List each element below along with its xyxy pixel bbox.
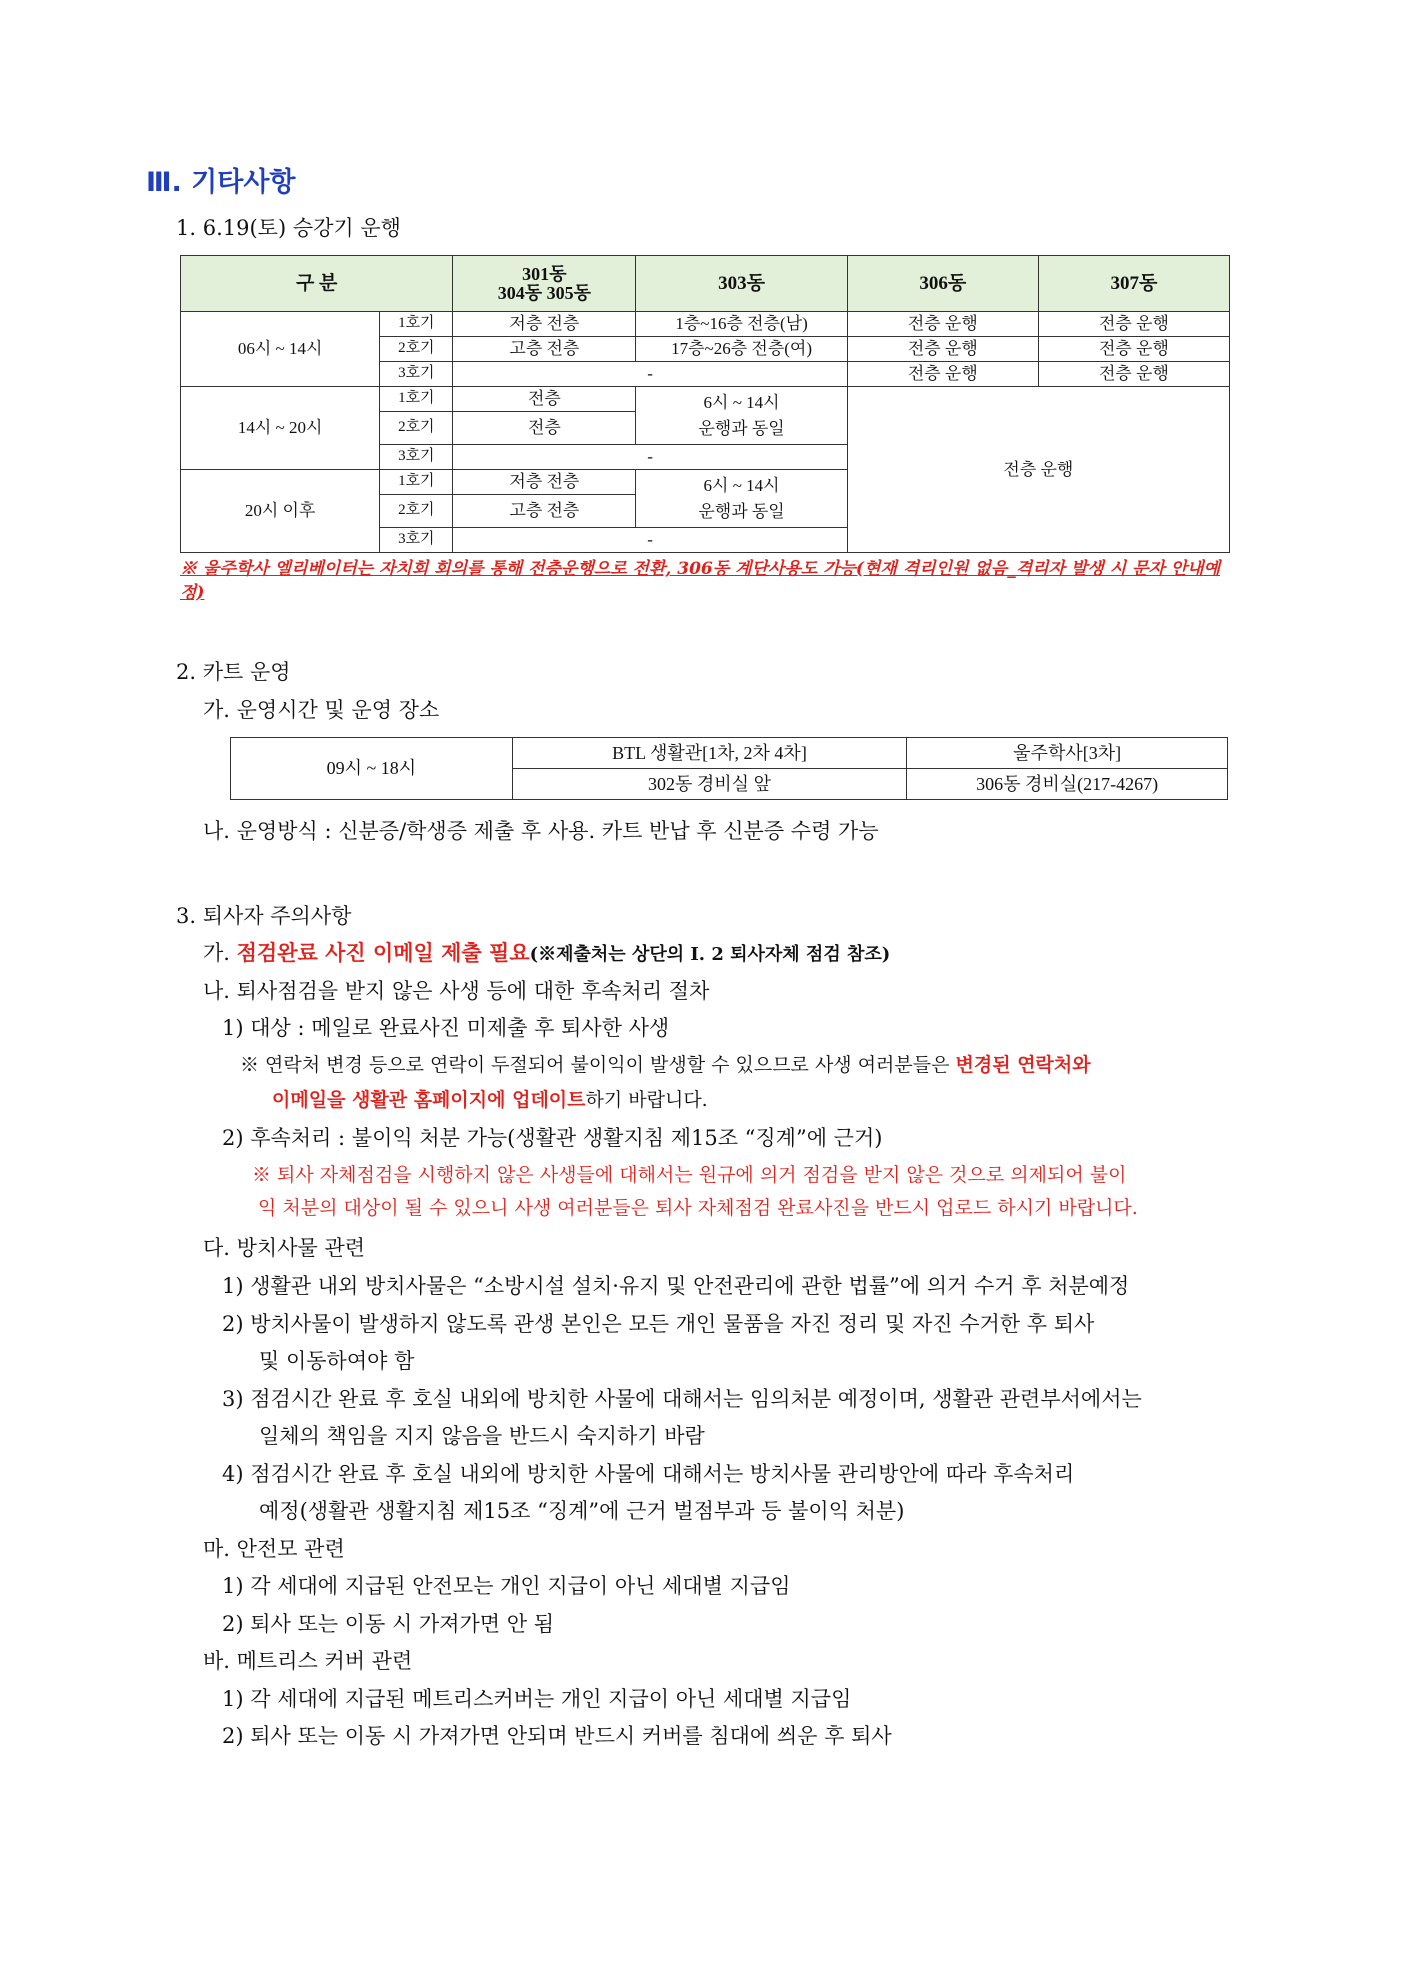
note-red: 이메일을 생활관 홈페이지에 업데이트 [272,1089,586,1111]
cell: 고층 전층 [453,495,636,528]
unit-label: 2호기 [380,412,453,445]
s3-ma1: 1) 각 세대에 지급된 안전모는 개인 지급이 아닌 세대별 지급임 [222,1574,791,1598]
s3-na1-note [240,1050,1091,1077]
elevator-table [180,255,1230,553]
cell: 전층 [453,387,636,412]
cart-loc2-head: 울주학사[3차] [907,738,1228,769]
s3-na1: 1) 대상 : 메일로 완료사진 미제출 후 퇴사한 사생 [222,1016,670,1040]
s3-da4: 4) 점검시간 완료 후 호실 내외에 방치한 사물에 대해서는 방치사물 관리방안에 따라 후속처리 [222,1462,1075,1486]
elevator-note: ※ 울주학사 엘리베이터는 자치회 회의를 통해 전층운행으로 전환, 306동 계단사용도 가능(현재 격리인원 없음_격리자 발생 시 문자 안내예정) [180,559,1221,603]
s3-da1: 1) 생활관 내외 방치사물은 “소방시설 설치·유지 및 안전관리에 관한 법률”에 의거 수거 후 처분예정 [222,1274,1130,1298]
unit-label: 1호기 [380,470,453,495]
s3-heading: 3. 퇴사자 주의사항 [176,904,352,928]
cell: 17층~26층 전층(여) [636,337,847,362]
cell: - [453,528,847,553]
cell: 전층 운행 [847,362,1038,387]
cell: - [453,445,847,470]
s3-ba2: 2) 퇴사 또는 이동 시 가져가면 안되며 반드시 커버를 침대에 씌운 후 퇴사 [222,1724,892,1748]
s3-na1-note-2 [272,1085,708,1112]
cell: 전층 운행 [1038,337,1229,362]
cell: 고층 전층 [453,337,636,362]
s3-na2-note-1: ※ 퇴사 자체점검을 시행하지 않은 사생들에 대해서는 원규에 의거 점검을 받지 않은 것으로 의제되어 불이 [252,1164,1127,1186]
cell-merged: 6시 ~ 14시 운행과 동일 [636,470,847,528]
header-303: 303동 [636,256,847,312]
unit-label: 1호기 [380,387,453,412]
s1-heading: 1. 6.19(토) 승강기 운행 [176,216,401,240]
note-text: ※ 연락처 변경 등으로 연락이 두절되어 불이익이 발생할 수 있으므로 사생 여러분들은 [240,1054,956,1076]
cell: 1층~16층 전층(남) [636,312,847,337]
cart-table [230,737,1228,800]
note-text: 하기 바랍니다. [585,1089,708,1111]
s3-ma: 마. 안전모 관련 [203,1537,345,1561]
cart-loc1: 302동 경비실 앞 [512,769,907,800]
unit-label: 3호기 [380,528,453,553]
cell: 전층 운행 [847,312,1038,337]
cell: 전층 [453,412,636,445]
s3-da3: 3) 점검시간 완료 후 호실 내외에 방치한 사물에 대해서는 임의처분 예정이며, 생활관 관련부서에서는 [222,1387,1142,1411]
s3-na2: 2) 후속처리 : 불이익 처분 가능(생활관 생활지침 제15조 “징계”에 근거) [222,1126,883,1150]
s3-ga-red: 점검완료 사진 이메일 제출 필요 [236,940,530,965]
unit-label: 2호기 [380,337,453,362]
cell: 저층 전층 [453,470,636,495]
time-14-20: 14시 ~ 20시 [181,387,380,470]
s3-ma2: 2) 퇴사 또는 이동 시 가져가면 안 됨 [222,1612,554,1636]
cart-loc2: 306동 경비실(217-4267) [907,769,1228,800]
cell: 전층 운행 [1038,362,1229,387]
s3-da2-cont: 및 이동하여야 함 [259,1349,415,1373]
s3-da2: 2) 방치사물이 발생하지 않도록 관생 본인은 모든 개인 물품을 자진 정리 및 자진 수거한 후 퇴사 [222,1312,1095,1336]
header-307: 307동 [1038,256,1229,312]
section-title: Ⅲ. 기타사항 [146,167,296,198]
s3-na: 나. 퇴사점검을 받지 않은 사생 등에 대한 후속처리 절차 [203,979,710,1003]
unit-label: 2호기 [380,495,453,528]
cart-loc1-head: BTL 생활관[1차, 2차 4차] [512,738,907,769]
s3-ba1: 1) 각 세대에 지급된 메트리스커버는 개인 지급이 아닌 세대별 지급임 [222,1687,852,1711]
s2-sub-ga: 가. 운영시간 및 운영 장소 [203,698,440,722]
cell-merged: 6시 ~ 14시 운행과 동일 [636,387,847,445]
unit-label: 3호기 [380,445,453,470]
cell: 저층 전층 [453,312,636,337]
cell: 전층 운행 [1038,312,1229,337]
s3-da: 다. 방치사물 관련 [203,1236,366,1260]
unit-label: 3호기 [380,362,453,387]
s3-ba: 바. 메트리스 커버 관련 [203,1649,413,1673]
header-306: 306동 [847,256,1038,312]
s3-ga-prefix: 가. [203,941,237,965]
s3-na2-note-2: 익 처분의 대상이 될 수 있으니 사생 여러분들은 퇴사 자체점검 완료사진을 반드시 업로드 하시기 바랍니다. [258,1197,1138,1219]
s3-ga-rest: (※제출처는 상단의 Ⅰ. 2 퇴사자체 점검 참조) [529,944,891,965]
cell: 전층 운행 [847,337,1038,362]
s3-da3-cont: 일체의 책임을 지지 않음을 반드시 숙지하기 바람 [259,1424,705,1448]
s3-ga [203,937,890,967]
unit-label: 1호기 [380,312,453,337]
cell-all-floors: 전층 운행 [847,387,1229,553]
time-after-20: 20시 이후 [181,470,380,553]
s3-da4-cont: 예정(생활관 생활지침 제15조 “징계”에 근거 벌점부과 등 불이익 처분) [259,1499,905,1523]
cart-time: 09시 ~ 18시 [231,738,513,800]
cell: - [453,362,847,387]
header-category: 구 분 [181,256,453,312]
s2-heading: 2. 카트 운영 [176,660,291,684]
header-301: 301동 304동 305동 [453,256,636,312]
s2-sub-na: 나. 운영방식 : 신분증/학생증 제출 후 사용. 카트 반납 후 신분증 수령 가능 [203,819,879,843]
time-06-14: 06시 ~ 14시 [181,312,380,387]
note-red: 변경된 연락처와 [955,1054,1091,1076]
